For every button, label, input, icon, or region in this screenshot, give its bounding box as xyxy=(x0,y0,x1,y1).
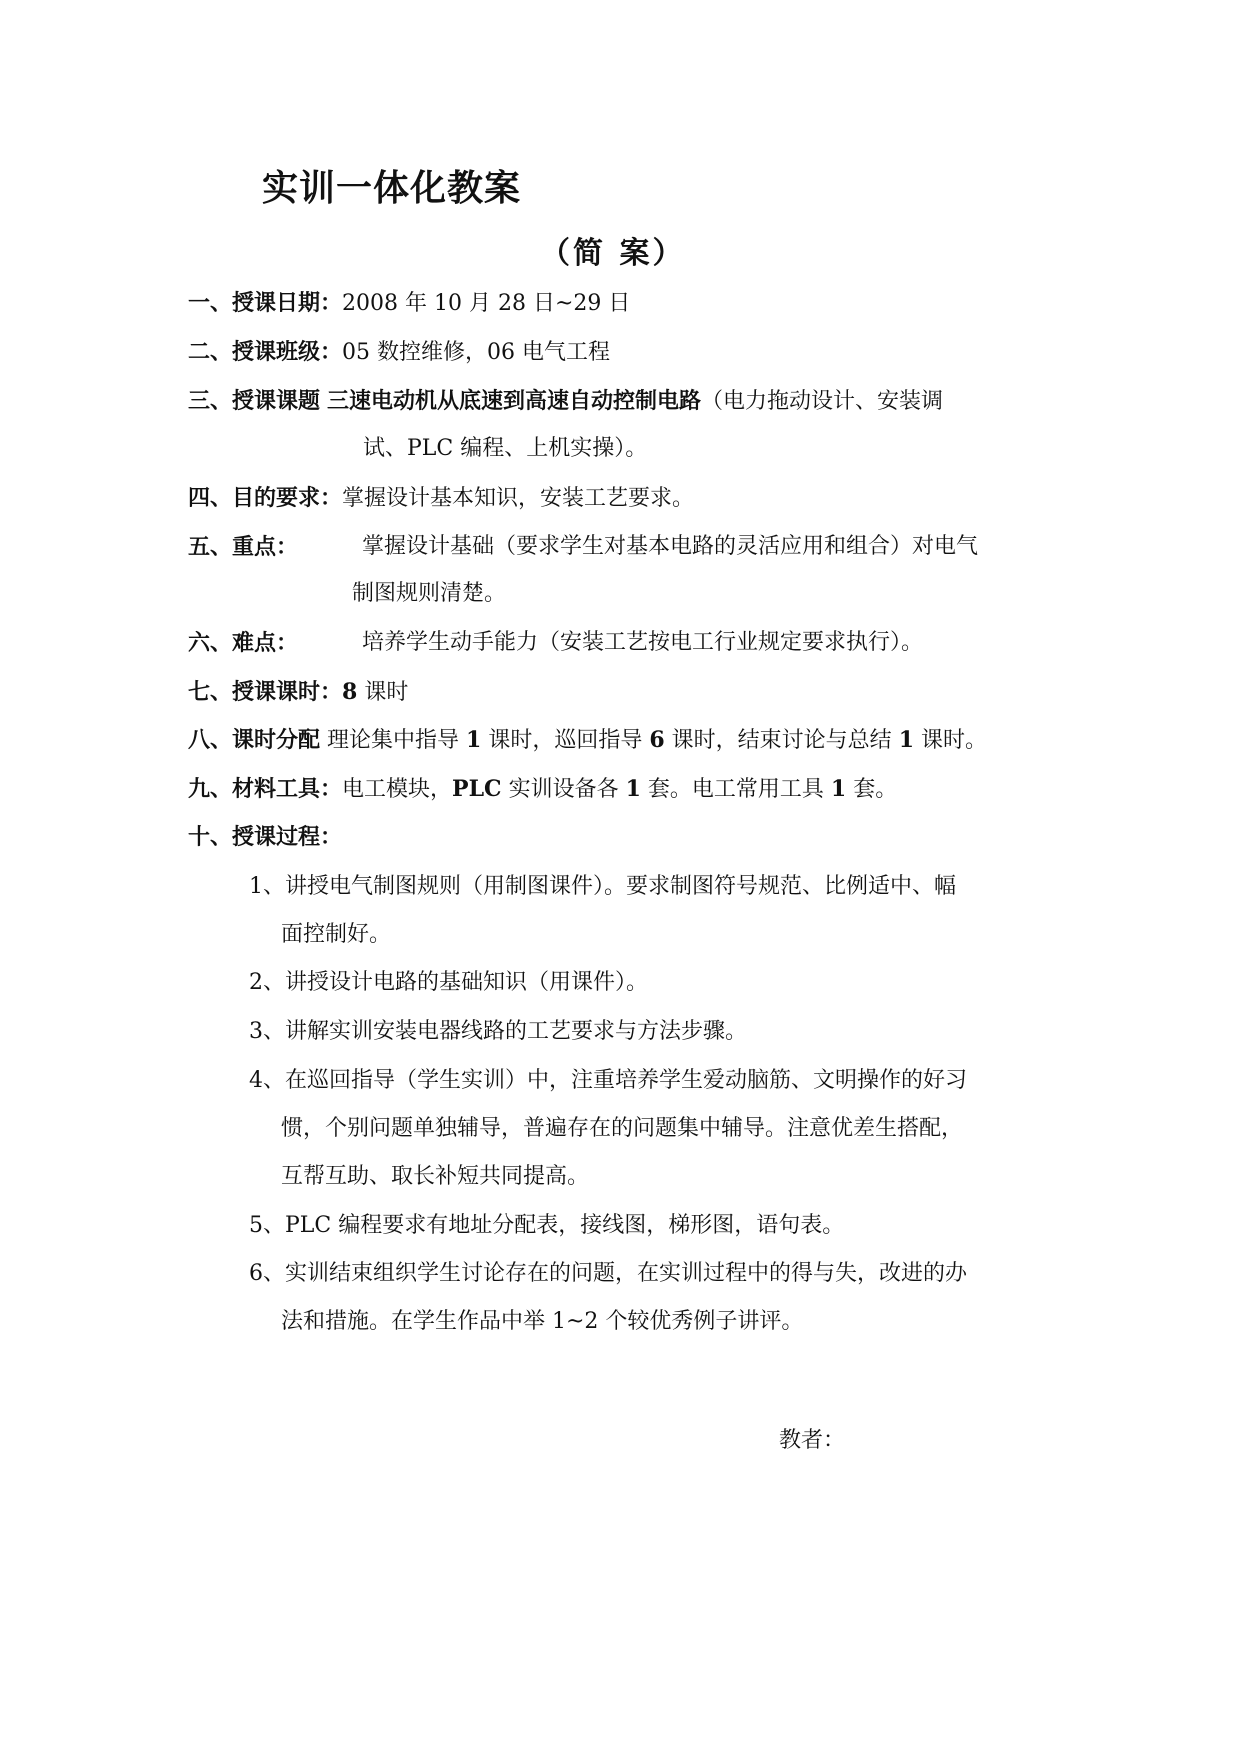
item-materials-label: 九、材料工具： xyxy=(188,776,343,802)
process-item-4-cont-2: 互帮互助、取长补短共同提高。 xyxy=(281,1164,590,1189)
item-goal-label: 四、目的要求： xyxy=(188,485,343,511)
item-topic-note-1: （电力拖动设计、安装调 xyxy=(701,389,944,414)
item-goal xyxy=(188,483,694,514)
item-diff-value: 培养学生动手能力（安装工艺按电工行业规定要求执行）。 xyxy=(362,630,924,655)
item-key-label: 五、重点： xyxy=(188,534,299,560)
item-goal-value: 掌握设计基本知识，安装工艺要求。 xyxy=(342,486,695,511)
process-item-1-cont: 面控制好。 xyxy=(281,922,392,947)
item-class xyxy=(188,337,610,368)
item-alloc: 八、课时分配 理论集中指导 1 课时，巡回指导 6 课时，结束讨论与总结 1 课时。 xyxy=(188,727,988,753)
item-process-label: 十、授课过程： xyxy=(188,824,343,850)
item-date xyxy=(188,288,630,319)
item-date-label: 一、授课日期： xyxy=(188,290,343,316)
item-topic xyxy=(188,386,943,417)
item-hours-label: 七、授课课时： xyxy=(188,679,343,705)
document-subtitle: （简 案） xyxy=(540,236,686,271)
item-hours-unit: 课时 xyxy=(364,680,409,705)
item-hours-num: 8 xyxy=(342,679,358,705)
item-topic-label: 三、授课课题 xyxy=(188,388,321,414)
item-alloc-label: 八、课时分配 xyxy=(188,727,321,753)
item-materials: 九、材料工具：电工模块，PLC 实训设备各 1 套。电工常用工具 1 套。 xyxy=(188,776,898,802)
process-item-4-cont-1: 惯，个别问题单独辅导，普遍存在的问题集中辅导。注意优差生搭配， xyxy=(281,1116,964,1141)
item-topic-cont: 试、PLC 编程、上机实操）。 xyxy=(363,436,648,461)
process-item-1: 1、讲授电气制图规则（用制图课件）。要求制图符号规范、比例适中、幅 xyxy=(249,874,956,899)
signature-label: 教者： xyxy=(779,1428,846,1453)
item-topic-title: 三速电动机从底速到高速自动控制电路 xyxy=(327,388,702,414)
item-date-value: 2008 年 10 月 28 日~29 日 xyxy=(342,291,631,316)
item-class-label: 二、授课班级： xyxy=(188,339,343,365)
item-hours xyxy=(188,677,408,708)
process-item-4: 4、在巡回指导（学生实训）中，注重培养学生爱动脑筋、文明操作的好习 xyxy=(249,1068,967,1093)
item-key-value-2: 制图规则清楚。 xyxy=(352,581,507,606)
process-item-5: 5、PLC 编程要求有地址分配表，接线图，梯形图，语句表。 xyxy=(249,1213,845,1238)
document-title: 实训一体化教案 xyxy=(262,167,522,209)
item-diff-label: 六、难点： xyxy=(188,630,299,656)
item-key-value-1: 掌握设计基础（要求学生对基本电路的灵活应用和组合）对电气 xyxy=(362,534,979,559)
process-item-6-cont: 法和措施。在学生作品中举 1~2 个较优秀例子讲评。 xyxy=(281,1309,804,1334)
process-item-3: 3、讲解实训安装电器线路的工艺要求与方法步骤。 xyxy=(249,1019,747,1044)
process-item-2: 2、讲授设计电路的基础知识（用课件）。 xyxy=(249,970,648,995)
item-class-value: 05 数控维修，06 电气工程 xyxy=(342,340,610,365)
process-item-6: 6、实训结束组织学生讨论存在的问题，在实训过程中的得与失，改进的办 xyxy=(249,1261,967,1286)
